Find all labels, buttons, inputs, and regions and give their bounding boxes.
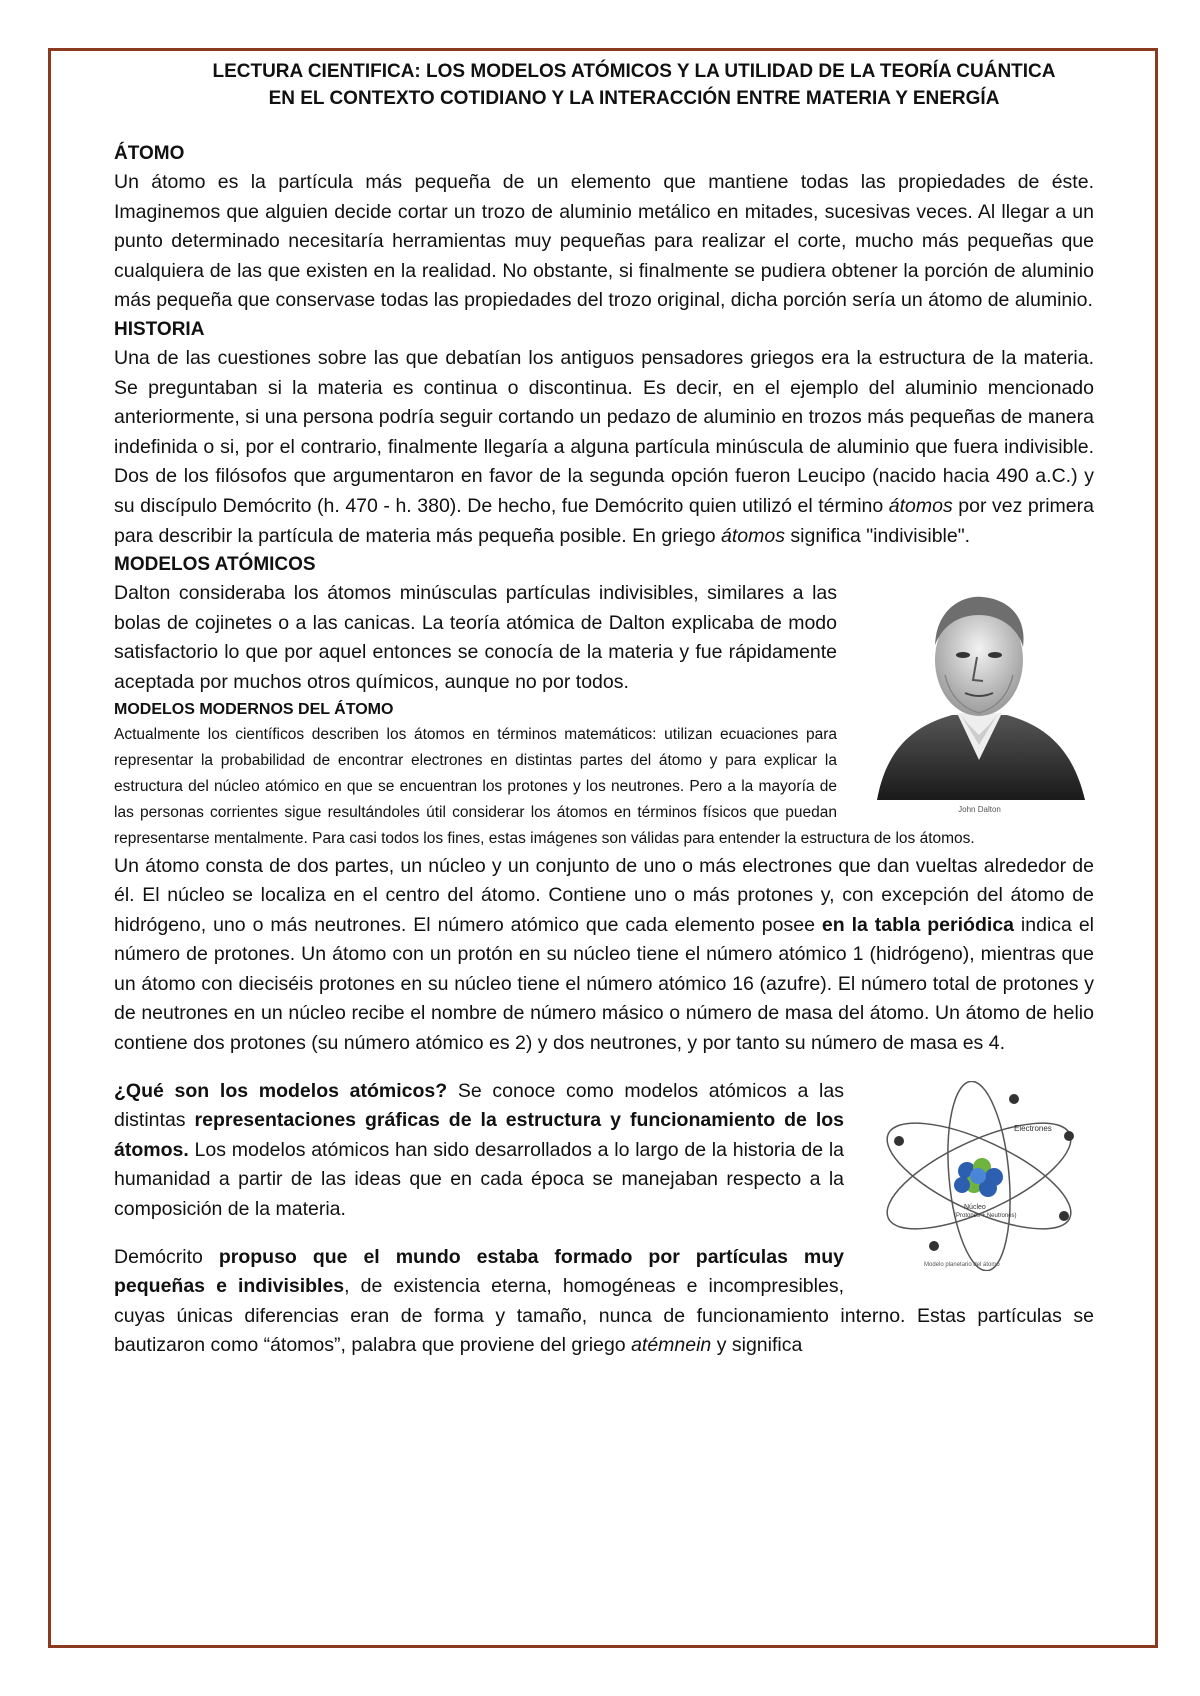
section-heading-modernos: MODELOS MODERNOS DEL ÁTOMO: [114, 700, 394, 718]
paragraph-dalton: Dalton consideraba los átomos minúsculas partículas indivisibles, similares a las bolas de cojinetes o a las canicas. La teoría atómica de Dalton explicaba de modo satisfactorio lo que por aquel entonces se conocía de la materia y fue rápidamente aceptada por muchos otros químicos, aunque no por todos.: [114, 582, 837, 693]
title-line-1: LECTURA CIENTIFICA: LOS MODELOS ATÓMICOS Y LA UTILIDAD DE LA TEORÍA CUÁNTICA: [212, 61, 1056, 82]
atom-caption: Modelo planetario del átomo: [924, 1261, 1000, 1268]
paragraph-modernos: Actualmente los científicos describen los átomos en términos matemáticos: utilizan ecuaciones para representar la probabilidad de encontrar electrones en distintas partes del átomo y para explicar la estructura del núcleo atómico en que se encuentran los protones y los neutrones. Pero a la mayoría de las personas corrientes sigue resultándoles útil considerar los átomos en términos físicos que puedan representarse mentalmente. Para casi todos los fines, estas imágenes son válidas para entender la estructura de los átomos.: [114, 725, 975, 847]
dalton-caption: John Dalton: [958, 805, 1001, 815]
document-body: [114, 58, 1094, 1361]
paragraph-que-son: ¿Qué son los modelos atómicos? Se conoce como modelos atómicos a las distintas representaciones gráficas de la estructura y funcionamiento de los átomos. Los modelos atómicos han sido desarrollados a lo largo de la historia de la humanidad a partir de las ideas que en cada época se manejaban respecto a la composición de la materia.: [114, 1079, 845, 1221]
section-heading-atomo: ÁTOMO: [114, 143, 185, 164]
atom-diagram-image: [864, 1081, 1094, 1271]
paragraph-historia: Una de las cuestiones sobre las que debatían los antiguos pensadores griegos era la estructura de la materia. Se preguntaban si la materia es continua o discontinua. Es decir, en el ejemplo del aluminio mencionado anteriormente, si una persona podría seguir cortando un pedazo de aluminio en trozos más pequeñas de manera indefinida o si, por el contrario, finalmente llegaría a alguna partícula minúscula de aluminio que fuera indivisible. Dos de los filósofos que argumentaron en favor de la segunda opción fueron Leucipo (nacido hacia 490 a.C.) y su discípulo Demócrito (h. 470 - h. 380). De hecho, fue Demócrito quien utilizó el término átomos por vez primera para describir la partícula de materia más pequeña posible. En griego átomos significa "indivisible".: [114, 346, 1094, 547]
atom-diagram: [864, 1081, 1094, 1281]
paragraph-estructura: Un átomo consta de dos partes, un núcleo y un conjunto de uno o más electrones que dan vueltas alrededor de él. El núcleo se localiza en el centro del átomo. Contiene uno o más protones y, con excepción del átomo de hidrógeno, uno o más neutrones. El número atómico que cada elemento posee en la tabla periódica indica el número de protones. Un átomo con un protón en su núcleo tiene el número atómico 1 (hidrógeno), mientras que un átomo con dieciséis protones en su núcleo tiene el número atómico 16 (azufre). El número total de protones y de neutrones en un núcleo recibe el nombre de número másico o número de masa del átomo. Un átomo de helio contiene dos protones (su número atómico es 2) y dos neutrones, y por tanto su número de masa es 4.: [114, 854, 1095, 1055]
dalton-portrait-image: [857, 585, 1102, 800]
section-heading-modelos: MODELOS ATÓMICOS: [114, 554, 316, 576]
atom-label-electrones: Electrones: [1014, 1123, 1052, 1133]
paragraph-atomo: Un átomo es la partícula más pequeña de un elemento que mantiene todas las propiedades de éste. Imaginemos que alguien decide cortar un trozo de aluminio metálico en mitades, sucesivas veces. Al llegar a un punto determinado necesitaría herramientas muy pequeñas para realizar el corte, mucho más pequeñas que cualquiera de las que existen en la realidad. No obstante, si finalmente se pudiera obtener la porción de aluminio más pequeña que conservase todas las propiedades del trozo original, dicha porción sería un átomo de aluminio.: [114, 171, 1094, 312]
title-line-2: EN EL CONTEXTO COTIDIANO Y LA INTERACCIÓN ENTRE MATERIA Y ENERGÍA: [268, 88, 1000, 109]
atom-label-nucleo: Núcleo: [964, 1203, 986, 1211]
paragraph-democrito: Demócrito propuso que el mundo estaba formado por partículas muy pequeñas e indivisibles, de existencia eterna, homogéneas e incompresibles, cuyas únicas diferencias eran de forma y tamaño, nunca de funcionamiento interno. Estas partículas se bautizaron como “átomos”, palabra que proviene del griego atémnein y significa: [114, 1245, 1094, 1357]
dalton-portrait: [857, 585, 1102, 815]
atom-label-nucleo-sub: (Protones + Neutrones): [954, 1212, 1017, 1219]
page-title: [114, 58, 1094, 112]
section-heading-historia: HISTORIA: [114, 318, 205, 340]
